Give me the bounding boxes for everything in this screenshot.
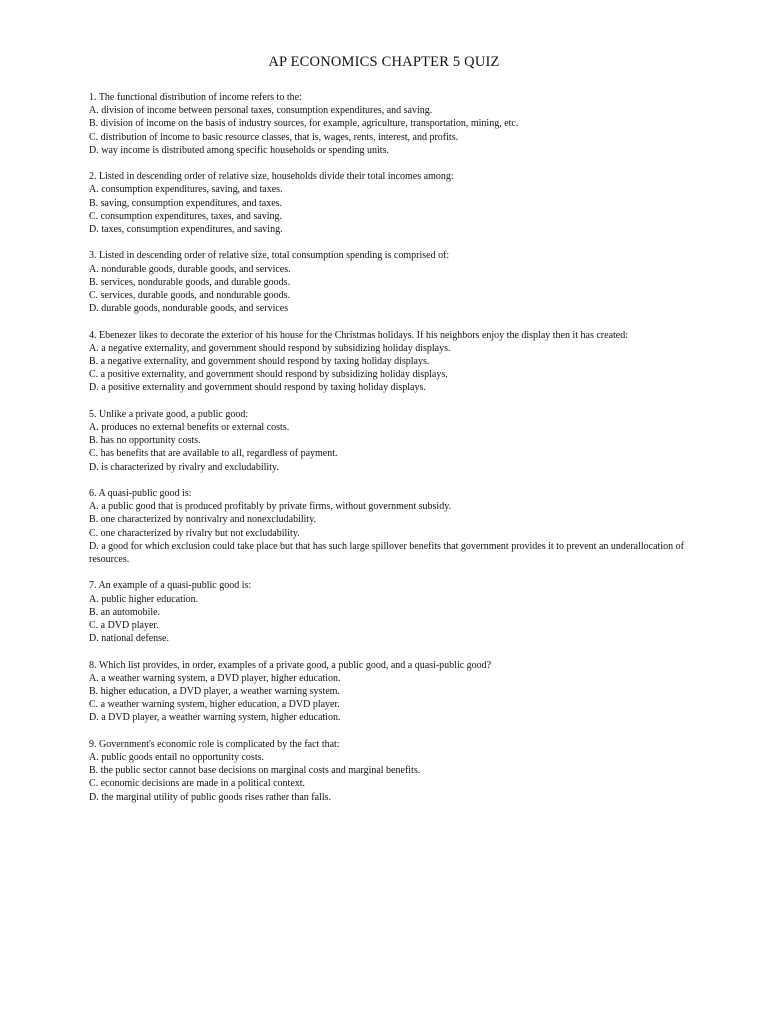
answer-option-b: B. an automobile. (89, 606, 161, 618)
question-stem: 9. Government's economic role is complicated by the fact that: (89, 738, 340, 750)
answer-option-a: A. public higher education. (89, 593, 199, 605)
answer-option-d: D. national defense. (89, 633, 169, 645)
question-stem: 4. Ebenezer likes to decorate the exterior of his house for the Christmas holidays. If his neighbors enjoy the display then it has created: (89, 329, 629, 341)
question-1 (89, 91, 689, 157)
answer-option-d: D. durable goods, nondurable goods, and services (89, 303, 289, 315)
answer-option-b: B. one characterized by nonrivalry and nonexcludability. (89, 514, 317, 526)
answer-option-a: A. nondurable goods, durable goods, and services. (89, 263, 291, 275)
answer-option-d: D. a good for which exclusion could take place but that has such large spillover benefits that government provides it to prevent an underallocation of resources. (89, 540, 684, 566)
answer-option-c: C. distribution of income to basic resource classes, that is, wages, rents, interest, and profits. (89, 131, 459, 143)
answer-option-a: A. public goods entail no opportunity costs. (89, 752, 264, 764)
question-list (89, 91, 689, 817)
question-7 (89, 579, 689, 645)
answer-option-b: B. has no opportunity costs. (89, 435, 201, 447)
answer-option-a: A. a public good that is produced profitably by private firms, without government subsidy. (89, 501, 452, 513)
answer-option-a: A. division of income between personal taxes, consumption expenditures, and saving. (89, 105, 433, 117)
answer-option-d: D. a positive externality and government should respond by taxing holiday displays. (89, 382, 426, 394)
question-5 (89, 408, 689, 474)
answer-option-b: B. a negative externality, and government should respond by taxing holiday displays. (89, 356, 430, 368)
question-9 (89, 738, 689, 804)
question-8 (89, 659, 689, 725)
answer-option-a: A. consumption expenditures, saving, and taxes. (89, 184, 283, 196)
answer-option-b: B. higher education, a DVD player, a weather warning system. (89, 686, 340, 698)
answer-option-c: C. one characterized by rivalry but not excludability. (89, 527, 300, 539)
answer-option-c: C. has benefits that are available to all, regardless of payment. (89, 448, 338, 460)
answer-option-a: A. a negative externality, and government should respond by subsidizing holiday displays. (89, 342, 451, 354)
question-stem: 5. Unlike a private good, a public good: (89, 408, 249, 420)
answer-option-c: C. a DVD player. (89, 620, 159, 632)
answer-option-d: D. the marginal utility of public goods rises rather than falls. (89, 791, 331, 803)
question-stem: 1. The functional distribution of income refers to the: (89, 92, 302, 103)
answer-option-a: A. produces no external benefits or external costs. (89, 422, 290, 434)
answer-option-c: C. consumption expenditures, taxes, and saving. (89, 210, 283, 222)
question-4 (89, 329, 689, 395)
question-6 (89, 487, 689, 566)
question-stem: 7. An example of a quasi-public good is: (89, 580, 252, 592)
answer-option-c: C. a positive externality, and government should respond by subsidizing holiday displays. (89, 369, 448, 381)
question-stem: 8. Which list provides, in order, examples of a private good, a public good, and a quasi-public good? (89, 659, 492, 671)
answer-option-d: D. is characterized by rivalry and excludability. (89, 461, 279, 473)
question-3 (89, 249, 689, 315)
answer-option-c: C. a weather warning system, higher education, a DVD player. (89, 699, 340, 711)
question-stem: 3. Listed in descending order of relative size, total consumption spending is comprised of: (89, 250, 450, 262)
answer-option-b: B. the public sector cannot base decisions on marginal costs and marginal benefits. (89, 765, 421, 777)
answer-option-b: B. saving, consumption expenditures, and taxes. (89, 197, 283, 209)
question-2 (89, 170, 689, 236)
answer-option-d: D. taxes, consumption expenditures, and saving. (89, 224, 283, 236)
answer-option-b: B. division of income on the basis of industry sources, for example, agriculture, transportation, mining, etc. (89, 118, 519, 130)
page-title: AP ECONOMICS CHAPTER 5 QUIZ (268, 54, 500, 70)
answer-option-c: C. economic decisions are made in a political context. (89, 778, 306, 790)
answer-option-d: D. way income is distributed among specific households or spending units. (89, 144, 389, 156)
answer-option-d: D. a DVD player, a weather warning system, higher education. (89, 712, 341, 724)
answer-option-b: B. services, nondurable goods, and durable goods. (89, 276, 291, 288)
question-stem: 6. A quasi-public good is: (89, 488, 192, 500)
question-stem: 2. Listed in descending order of relative size, households divide their total incomes among: (89, 171, 454, 183)
answer-option-a: A. a weather warning system, a DVD player, higher education. (89, 672, 341, 684)
answer-option-c: C. services, durable goods, and nondurable goods. (89, 290, 291, 302)
